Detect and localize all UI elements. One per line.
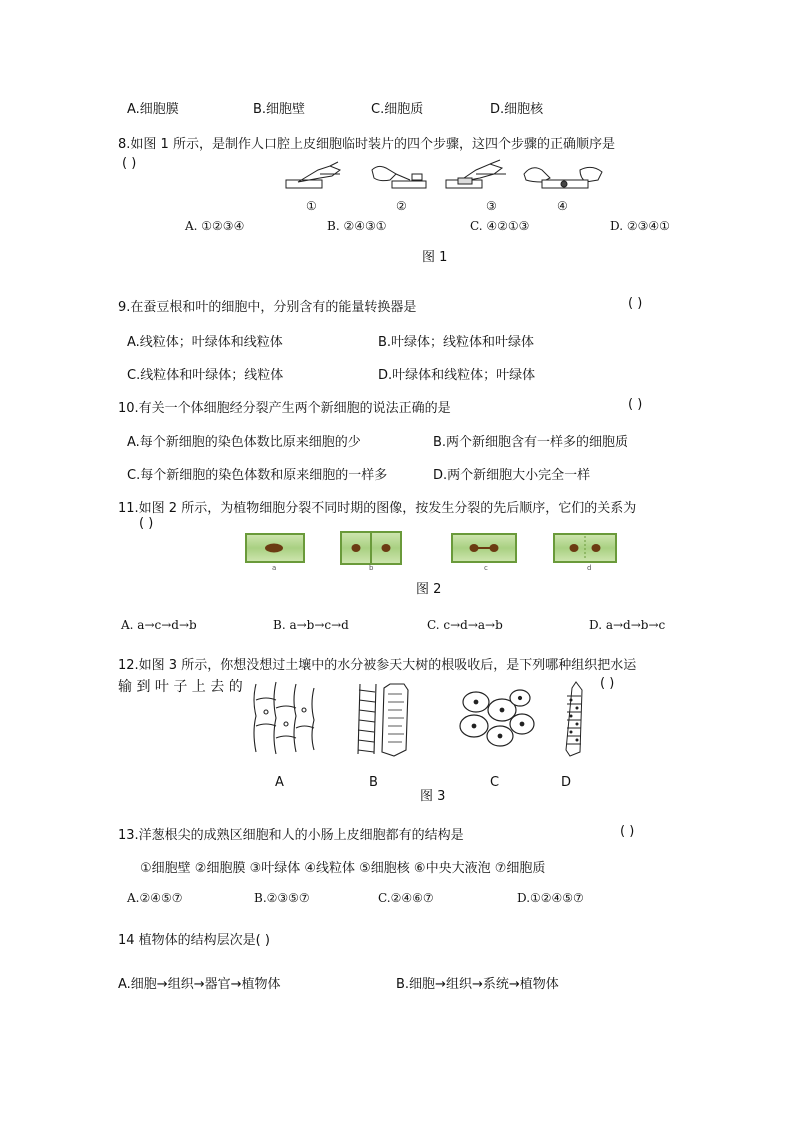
q8-step-label-2: ②	[396, 199, 407, 213]
tissue-a	[254, 682, 314, 754]
q12-tissue-label-d: D	[561, 775, 572, 790]
figure-1-steps	[280, 160, 640, 200]
q7-option-c: C.细胞质	[371, 102, 424, 117]
q13-question: 13.洋葱根尖的成熟区细胞和人的小肠上皮细胞都有的结构是	[118, 828, 464, 843]
q7-option-d: D.细胞核	[490, 102, 544, 117]
q13-option-c: C.②④⑥⑦	[378, 891, 434, 905]
q8-step-label-3: ③	[486, 199, 497, 213]
q10-question: 10.有关一个体细胞经分裂产生两个新细胞的说法正确的是	[118, 401, 451, 416]
cell-b	[341, 532, 401, 564]
q7-option-b: B.细胞壁	[253, 102, 306, 117]
q14-option-a: A.细胞→组织→器官→植物体	[118, 977, 281, 992]
q11-option-c: C. c→d→a→b	[427, 618, 503, 632]
step-3-sketch	[446, 160, 506, 188]
q7-option-a: A.细胞膜	[127, 102, 179, 117]
q9-option-c: C.线粒体和叶绿体；线粒体	[127, 368, 284, 383]
q14-question: 14 植物体的结构层次是( )	[118, 933, 270, 948]
q11-option-a: A. a→c→d→b	[121, 618, 197, 632]
q10-option-a: A.每个新细胞的染色体数比原来细胞的少	[127, 435, 361, 450]
q9-option-b: B.叶绿体；线粒体和叶绿体	[378, 335, 535, 350]
q10-option-d: D.两个新细胞大小完全一样	[433, 468, 591, 483]
q13-blank: ( )	[620, 824, 635, 839]
step-4-sketch	[524, 167, 602, 188]
cell-c	[452, 534, 516, 562]
tissue-c	[460, 690, 534, 746]
q8-option-a: A. ①②③④	[185, 219, 245, 233]
q10-option-b: B.两个新细胞含有一样多的细胞质	[433, 435, 629, 450]
q9-option-d: D.叶绿体和线粒体；叶绿体	[378, 368, 536, 383]
cell-d	[554, 534, 616, 562]
cell-a	[246, 534, 304, 562]
q11-cell-label-d: d	[587, 564, 592, 572]
q8-blank: ( )	[122, 156, 137, 171]
q8-option-c: C. ④②①③	[470, 219, 530, 233]
q8-question: 8.如图 1 所示，是制作人口腔上皮细胞临时装片的四个步骤，这四个步骤的正确顺序是	[118, 137, 615, 152]
q11-blank: ( )	[139, 516, 154, 531]
q9-option-a: A.线粒体；叶绿体和线粒体	[127, 335, 283, 350]
figure-2-caption: 图 2	[416, 582, 442, 597]
figure-3-caption: 图 3	[420, 789, 446, 804]
step-1-sketch	[286, 162, 340, 188]
q12-question-line1: 12.如图 3 所示，你想没想过土壤中的水分被参天大树的根吸收后，是下列哪种组织把水运	[118, 658, 637, 673]
q13-option-a: A.②④⑤⑦	[127, 891, 183, 905]
q12-tissue-label-c: C	[490, 775, 500, 790]
step-2-sketch	[372, 166, 426, 188]
q12-tissue-label-b: B	[369, 775, 378, 790]
figure-2-cells	[244, 530, 624, 570]
q8-step-label-1: ①	[306, 199, 317, 213]
q13-option-d: D.①②④⑤⑦	[517, 891, 584, 905]
q11-cell-label-b: b	[369, 564, 374, 572]
q13-structures: ①细胞壁 ②细胞膜 ③叶绿体 ④线粒体 ⑤细胞核 ⑥中央大液泡 ⑦细胞质	[140, 861, 546, 876]
tissue-b	[358, 684, 408, 756]
q12-tissue-label-a: A	[275, 775, 284, 790]
q10-option-c: C.每个新细胞的染色体数和原来细胞的一样多	[127, 468, 388, 483]
q14-option-b: B.细胞→组织→系统→植物体	[396, 977, 559, 992]
q11-question: 11.如图 2 所示，为植物细胞分裂不同时期的图像，按发生分裂的先后顺序，它们的关系为	[118, 501, 637, 516]
tissue-d	[566, 682, 582, 756]
figure-1-caption: 图 1	[422, 250, 448, 265]
q10-blank: ( )	[628, 397, 643, 412]
q11-cell-label-a: a	[272, 564, 277, 572]
q9-question: 9.在蚕豆根和叶的细胞中，分别含有的能量转换器是	[118, 300, 417, 315]
figure-3-tissues	[244, 680, 604, 760]
q11-cell-label-c: c	[484, 564, 488, 572]
q11-option-b: B. a→b→c→d	[273, 618, 349, 632]
q8-step-label-4: ④	[557, 199, 568, 213]
q13-option-b: B.②③⑤⑦	[254, 891, 310, 905]
q12-question-line2: 输 到 叶 子 上 去 的	[118, 679, 243, 695]
q9-blank: ( )	[628, 296, 643, 311]
q12-blank: ( )	[600, 676, 615, 691]
q11-option-d: D. a→d→b→c	[589, 618, 666, 632]
q8-option-d: D. ②③④①	[610, 219, 670, 233]
q8-option-b: B. ②④③①	[327, 219, 387, 233]
